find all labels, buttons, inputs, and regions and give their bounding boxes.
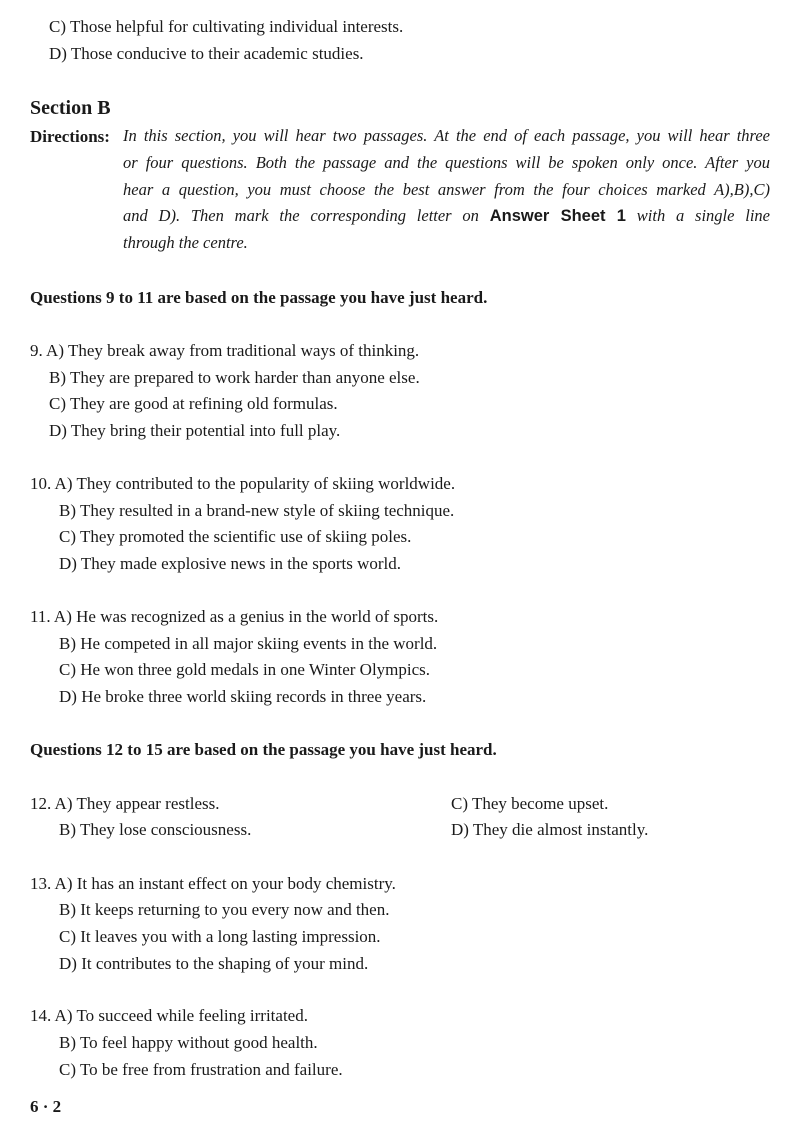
option-c-prev: C) Those helpful for cultivating individual interests. [49,17,404,36]
directions-line-1: In this section, you will hear two passages. At the end of each passage, you will hear three [123,126,770,145]
directions-line-4 [123,208,770,225]
directions-line-4-end: with a single line [636,206,771,225]
q12-option-d: D) They die almost instantly. [451,820,649,839]
directions-line-4-start: and D). Then mark the corresponding letter on [123,206,479,225]
page-number: 6 · 2 [30,1097,62,1116]
q10-option-b: B) They resulted in a brand-new style of skiing technique. [59,501,455,520]
q10-option-a: 10. A) They contributed to the popularity of skiing worldwide. [30,474,456,493]
section-title: Section B [30,97,111,119]
q11-option-c: C) He won three gold medals in one Winter Olympics. [59,660,431,679]
group2-heading: Questions 12 to 15 are based on the passage you have just heard. [30,740,497,759]
group1-heading: Questions 9 to 11 are based on the passage you have just heard. [30,288,488,307]
q12-option-a: 12. A) They appear restless. [30,794,220,813]
q13-option-a: 13. A) It has an instant effect on your body chemistry. [30,874,396,893]
q9-option-c: C) They are good at refining old formulas. [49,394,338,413]
q12-option-b: B) They lose consciousness. [59,820,252,839]
q10-option-d: D) They made explosive news in the sports world. [59,554,401,573]
q13-option-c: C) It leaves you with a long lasting impression. [59,927,381,946]
q11-option-d: D) He broke three world skiing records in three years. [59,687,427,706]
answer-sheet-label: Answer Sheet 1 [489,207,626,225]
q14-option-c: C) To be free from frustration and failure. [59,1060,343,1079]
directions-line-2: or four questions. Both the passage and the questions will be spoken only once. After you [123,153,770,172]
q12-option-c: C) They become upset. [451,794,609,813]
q14-option-b: B) To feel happy without good health. [59,1033,318,1052]
directions-line-5: through the centre. [123,233,248,252]
q9-option-a: 9. A) They break away from traditional ways of thinking. [30,341,420,360]
q14-option-a: 14. A) To succeed while feeling irritated. [30,1006,308,1025]
directions-line-3: hear a question, you must choose the best answer from the four choices marked A),B),C) [123,180,770,199]
q9-option-d: D) They bring their potential into full play. [49,421,341,440]
q13-option-d: D) It contributes to the shaping of your mind. [59,954,369,973]
option-d-prev: D) Those conducive to their academic studies. [49,44,364,63]
q13-option-b: B) It keeps returning to you every now and then. [59,900,390,919]
q11-option-a: 11. A) He was recognized as a genius in the world of sports. [30,607,439,626]
q11-option-b: B) He competed in all major skiing events in the world. [59,634,438,653]
directions-label: Directions: [30,127,110,146]
q10-option-c: C) They promoted the scientific use of skiing poles. [59,527,412,546]
q9-option-b: B) They are prepared to work harder than anyone else. [49,368,420,387]
